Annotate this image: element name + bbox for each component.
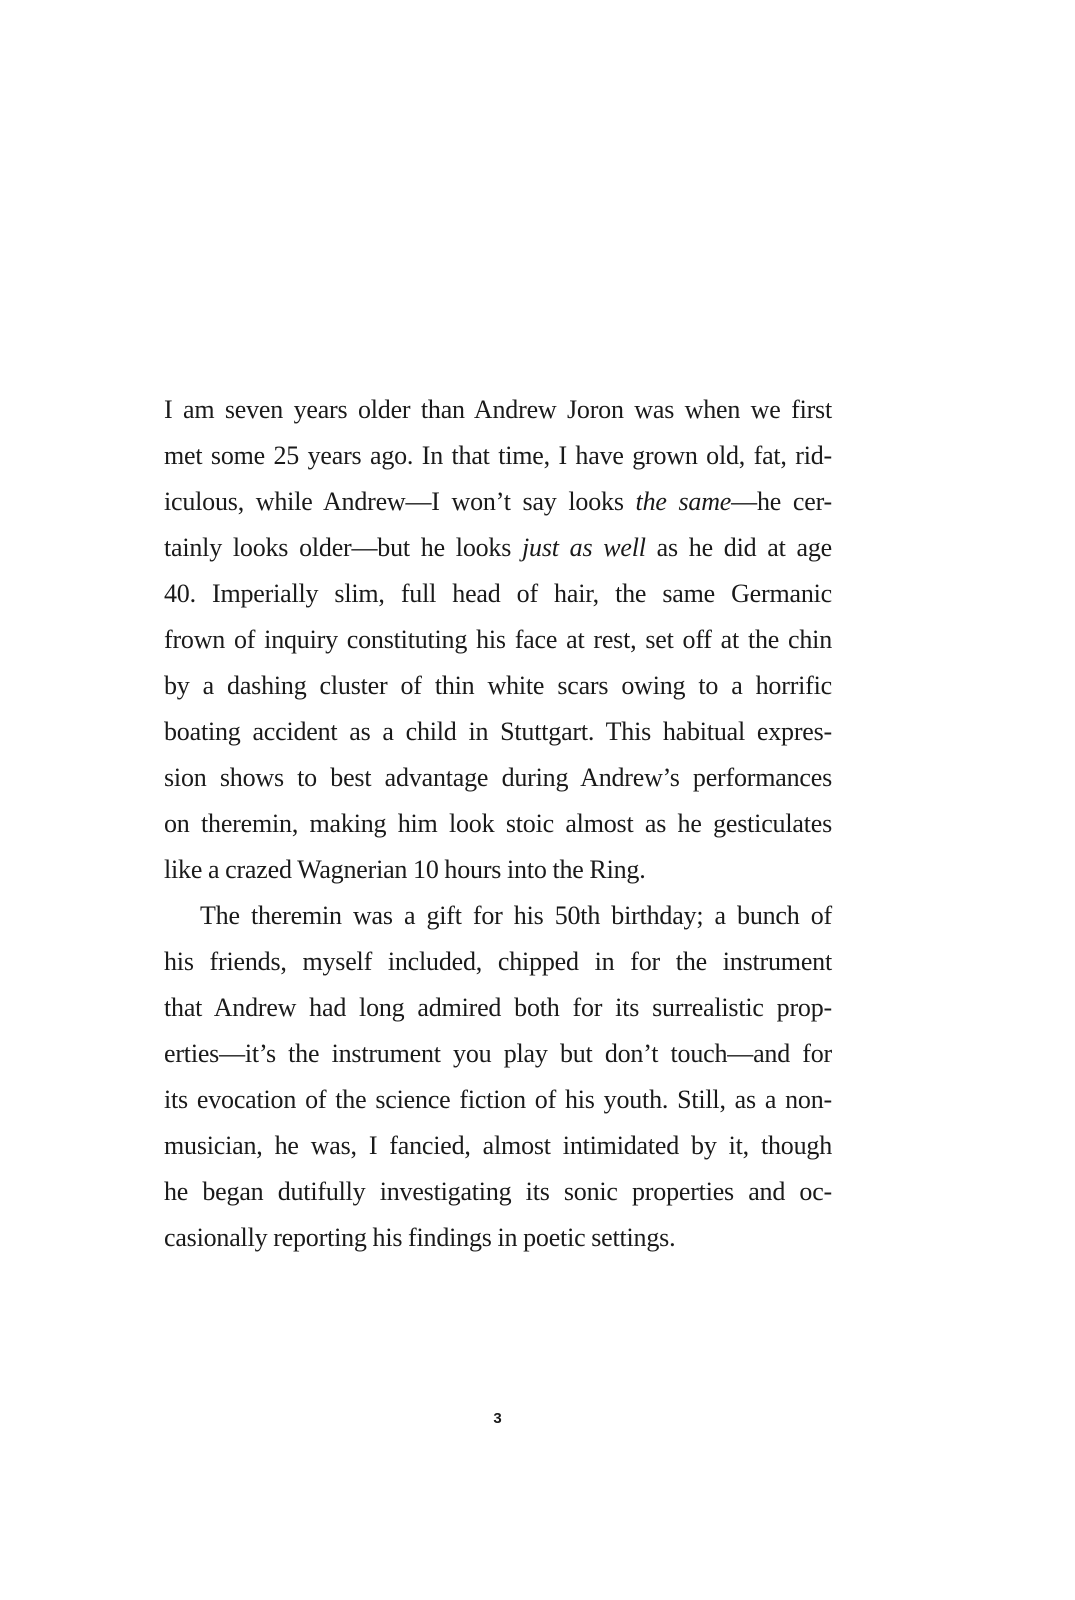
text-line: its evocation of the science fiction of his youth. Still, as a non- bbox=[164, 1085, 832, 1114]
text-run: iculous, while Andrew—I won’t say looks bbox=[164, 487, 636, 516]
text-line: by a dashing cluster of thin white scars owing to a horrific bbox=[164, 671, 832, 700]
text-line: sion shows to best advantage during Andrew’s performances bbox=[164, 763, 832, 792]
text-run: —he cer- bbox=[731, 487, 832, 516]
body-text bbox=[164, 392, 832, 1266]
text-line: erties—it’s the instrument you play but don’t touch—and for bbox=[164, 1039, 832, 1068]
page-number-text: 3 bbox=[493, 1410, 502, 1427]
text-line: he began dutifully investigating its sonic properties and oc- bbox=[164, 1177, 832, 1206]
text-line: frown of inquiry constituting his face at rest, set off at the chin bbox=[164, 625, 832, 654]
text-line: I am seven years older than Andrew Joron was when we first bbox=[164, 395, 832, 424]
text-line: The theremin was a gift for his 50th birthday; a bunch of bbox=[200, 901, 832, 930]
text-line bbox=[164, 484, 832, 530]
paragraph-1 bbox=[164, 392, 832, 898]
italic-emphasis: just as well bbox=[522, 533, 646, 562]
text-run: as he did at age bbox=[645, 533, 832, 562]
text-line: casionally reporting his findings in poetic settings. bbox=[164, 1223, 676, 1252]
italic-emphasis: the same bbox=[635, 487, 732, 516]
text-line: that Andrew had long admired both for its surrealistic prop- bbox=[164, 993, 832, 1022]
text-line: on theremin, making him look stoic almost as he gesticulates bbox=[164, 809, 832, 838]
text-line: musician, he was, I fancied, almost intimidated by it, though bbox=[164, 1131, 832, 1160]
text-line: boating accident as a child in Stuttgart. This habitual expres- bbox=[164, 717, 832, 746]
text-run: tainly looks older—but he looks bbox=[164, 533, 523, 562]
text-line bbox=[164, 530, 832, 576]
page-number bbox=[0, 1410, 1075, 1427]
paragraph-2 bbox=[164, 898, 832, 1266]
text-line: his friends, myself included, chipped in for the instrument bbox=[164, 947, 832, 976]
text-line: 40. Imperially slim, full head of hair, the same Germanic bbox=[164, 579, 832, 608]
text-line: met some 25 years ago. In that time, I have grown old, fat, rid- bbox=[164, 441, 832, 470]
text-line: like a crazed Wagnerian 10 hours into the Ring. bbox=[164, 855, 646, 884]
